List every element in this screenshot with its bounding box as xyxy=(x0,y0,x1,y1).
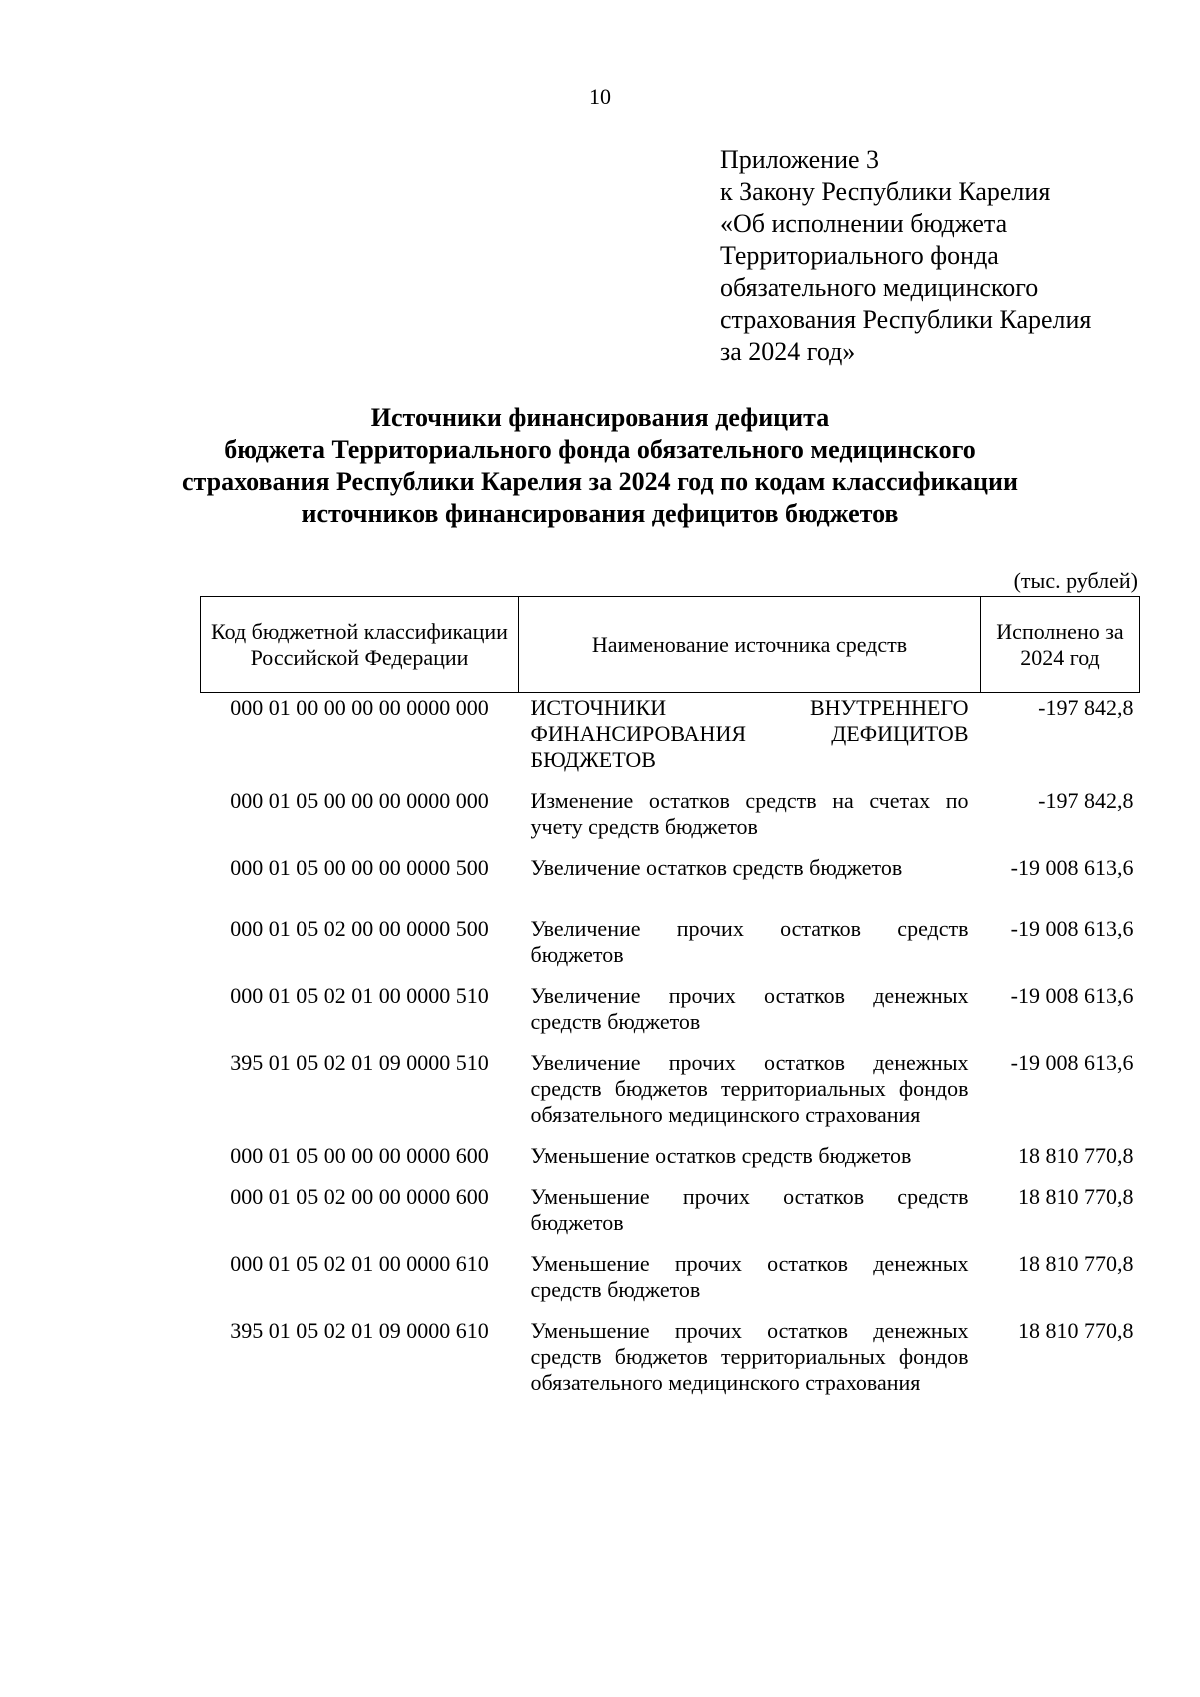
annex-line: к Закону Республики Карелия xyxy=(720,177,1051,206)
title-line: страхования Республики Карелия за 2024 год по кодам классификации xyxy=(182,467,1018,496)
table-row xyxy=(201,1316,1140,1409)
row-name: Уменьшение прочих остатков средств бюджетов xyxy=(530,1184,969,1235)
row-name: Увеличение прочих остатков денежных средств бюджетов территориальных фондов обязательного медицинского страхования xyxy=(530,1050,969,1127)
row-code: 000 01 05 00 00 00 0000 000 xyxy=(230,788,489,813)
page-number: 10 xyxy=(589,84,611,109)
row-code: 000 01 05 00 00 00 0000 600 xyxy=(230,1143,489,1168)
row-code: 000 01 05 00 00 00 0000 500 xyxy=(230,855,489,880)
row-name: Уменьшение прочих остатков денежных средств бюджетов xyxy=(530,1251,969,1302)
units-label: (тыс. рублей) xyxy=(1013,568,1138,593)
row-value: -19 008 613,6 xyxy=(1010,916,1134,941)
row-code: 000 01 05 02 01 00 0000 610 xyxy=(230,1251,489,1276)
table-row xyxy=(201,1182,1140,1249)
row-name: Увеличение прочих остатков средств бюджетов xyxy=(530,916,969,967)
row-value: -19 008 613,6 xyxy=(1010,855,1134,880)
row-code: 000 01 05 02 01 00 0000 510 xyxy=(230,983,489,1008)
row-value: 18 810 770,8 xyxy=(1018,1184,1134,1209)
row-name: Увеличение прочих остатков денежных средств бюджетов xyxy=(530,983,969,1034)
table-row xyxy=(201,693,1140,787)
table-row xyxy=(201,1249,1140,1316)
row-code: 000 01 05 02 00 00 0000 500 xyxy=(230,916,489,941)
row-code: 000 01 00 00 00 00 0000 000 xyxy=(230,695,489,720)
row-code: 395 01 05 02 01 09 0000 510 xyxy=(230,1050,489,1075)
financing-sources-table xyxy=(200,596,1140,1409)
annex-line: Приложение 3 xyxy=(720,145,880,174)
document-title xyxy=(100,402,1100,530)
row-value: 18 810 770,8 xyxy=(1018,1251,1134,1276)
table-row xyxy=(201,853,1140,914)
annex-line: за 2024 год» xyxy=(720,337,856,366)
row-name: Уменьшение прочих остатков денежных средств бюджетов территориальных фондов обязательного медицинского страхования xyxy=(530,1318,969,1395)
table-row xyxy=(201,1141,1140,1182)
title-line: бюджета Территориального фонда обязательного медицинского xyxy=(224,435,976,464)
annex-line: Территориального фонда xyxy=(720,241,999,270)
row-value: 18 810 770,8 xyxy=(1018,1143,1134,1168)
row-name: ИСТОЧНИКИ ВНУТРЕННЕГО ФИНАНСИРОВАНИЯ ДЕФИЦИТОВ БЮДЖЕТОВ xyxy=(530,695,969,772)
row-value: -19 008 613,6 xyxy=(1010,1050,1134,1075)
row-value: 18 810 770,8 xyxy=(1018,1318,1134,1343)
row-value: -19 008 613,6 xyxy=(1010,983,1134,1008)
header-code: Код бюджетной классификации Российской Федерации xyxy=(201,597,519,693)
header-value: Исполнено за 2024 год xyxy=(981,597,1140,693)
title-line: Источники финансирования дефицита xyxy=(370,403,830,432)
table-row xyxy=(201,914,1140,981)
row-value: -197 842,8 xyxy=(1038,695,1134,720)
row-name: Уменьшение остатков средств бюджетов xyxy=(530,1143,912,1168)
title-line: источников финансирования дефицитов бюджетов xyxy=(301,499,899,528)
table-header-row xyxy=(201,597,1140,693)
table-row xyxy=(201,786,1140,853)
annex-line: «Об исполнении бюджета xyxy=(720,209,1008,238)
annex-line: обязательного медицинского xyxy=(720,273,1039,302)
row-name: Увеличение остатков средств бюджетов xyxy=(530,855,903,880)
row-code: 395 01 05 02 01 09 0000 610 xyxy=(230,1318,489,1343)
row-value: -197 842,8 xyxy=(1038,788,1134,813)
table-row xyxy=(201,981,1140,1048)
row-name: Изменение остатков средств на счетах по учету средств бюджетов xyxy=(530,788,969,839)
table-row xyxy=(201,1048,1140,1141)
header-name: Наименование источника средств xyxy=(519,597,981,693)
annex-line: страхования Республики Карелия xyxy=(720,305,1092,334)
row-code: 000 01 05 02 00 00 0000 600 xyxy=(230,1184,489,1209)
annex-reference xyxy=(720,144,1180,368)
